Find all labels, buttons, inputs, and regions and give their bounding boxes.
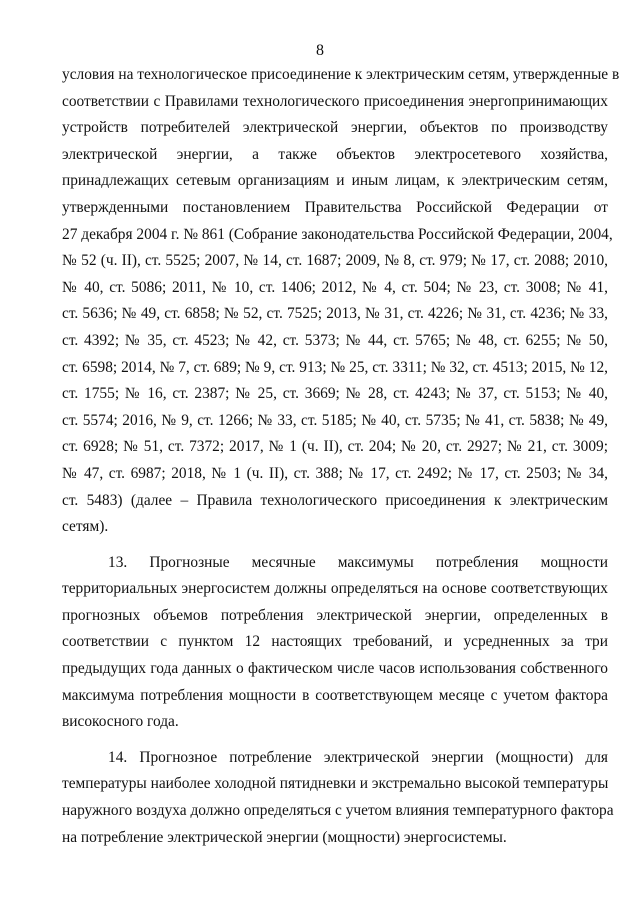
text-line: электрической энергии, а также объектов электросетевого хозяйства, <box>62 145 608 163</box>
page-number: 8 <box>316 42 324 59</box>
paragraph-continuation <box>62 62 620 541</box>
text-line: максимума потребления мощности в соответствующем месяце с учетом фактора <box>62 686 608 704</box>
text-line: прогнозных объемов потребления электрической энергии, определенных в <box>62 606 608 624</box>
text-line: предыдущих года данных о фактическом числе часов использования собственного <box>62 660 608 678</box>
text-line: 13. Прогнозные месячные максимумы потребления мощности <box>108 553 608 571</box>
text-line: № 47, ст. 6987; 2018, № 1 (ч. II), ст. 388; № 17, ст. 2492; № 17, ст. 2503; № 34, <box>62 464 608 482</box>
text-line: наружного воздуха должно определяться с учетом влияния температурного фактора <box>62 802 614 820</box>
text-line: утвержденными постановлением Правительства Российской Федерации от <box>62 198 608 216</box>
text-line: сетям). <box>62 518 109 536</box>
paragraph-14 <box>62 745 614 851</box>
paragraph-13 <box>62 550 608 736</box>
text-line: принадлежащих сетевым организациям и иным лицам, к электрическим сетям, <box>62 172 608 190</box>
paragraph-spacer <box>62 736 608 745</box>
text-line: 14. Прогнозное потребление электрической энергии (мощности) для <box>108 748 608 766</box>
text-line: территориальных энергосистем должны определяться на основе соответствующих <box>62 580 608 598</box>
text-line: соответствии с пунктом 12 настоящих требований, и усредненных за три <box>62 633 608 651</box>
text-line: ст. 6928; № 51, ст. 7372; 2017, № 1 (ч. II), ст. 204; № 20, ст. 2927; № 21, ст. 3009; <box>62 438 608 456</box>
text-line: на потребление электрической энергии (мощности) энергосистемы. <box>62 828 507 846</box>
text-line: ст. 5483) (далее – Правила технологического присоединения к электрическим <box>62 491 608 509</box>
text-line: високосного года. <box>62 713 179 731</box>
text-line: устройств потребителей электрической энергии, объектов по производству <box>62 119 608 137</box>
text-line: ст. 1755; № 16, ст. 2387; № 25, ст. 3669; № 28, ст. 4243; № 37, ст. 5153; № 40, <box>62 385 608 403</box>
text-line: № 40, ст. 5086; 2011, № 10, ст. 1406; 2012, № 4, ст. 504; № 23, ст. 3008; № 41, <box>62 278 608 296</box>
text-line: ст. 6598; 2014, № 7, ст. 689; № 9, ст. 913; № 25, ст. 3311; № 32, ст. 4513; 2015, № 12, <box>62 358 608 376</box>
text-line: условия на технологическое присоединение к электрическим сетям, утвержденные в <box>62 66 620 83</box>
text-line: соответствии с Правилами технологического присоединения энергопринимающих <box>62 92 608 110</box>
text-line: 27 декабря 2004 г. № 861 (Собрание законодательства Российской Федерации, 2004, <box>62 225 613 243</box>
text-line: ст. 5574; 2016, № 9, ст. 1266; № 33, ст. 5185; № 40, ст. 5735; № 41, ст. 5838; № 49, <box>62 411 608 429</box>
text-line: № 52 (ч. II), ст. 5525; 2007, № 14, ст. 1687; 2009, № 8, ст. 979; № 17, ст. 2088; 2010, <box>62 252 608 270</box>
body-text <box>62 62 620 851</box>
text-line: ст. 4392; № 35, ст. 4523; № 42, ст. 5373; № 44, ст. 5765; № 48, ст. 6255; № 50, <box>62 331 608 349</box>
text-line: температуры наиболее холодной пятидневки и экстремально высокой температуры <box>62 775 609 793</box>
paragraph-spacer <box>62 541 608 550</box>
text-line: ст. 5636; № 49, ст. 6858; № 52, ст. 7525; 2013, № 31, ст. 4226; № 31, ст. 4236; № 33, <box>62 305 608 323</box>
